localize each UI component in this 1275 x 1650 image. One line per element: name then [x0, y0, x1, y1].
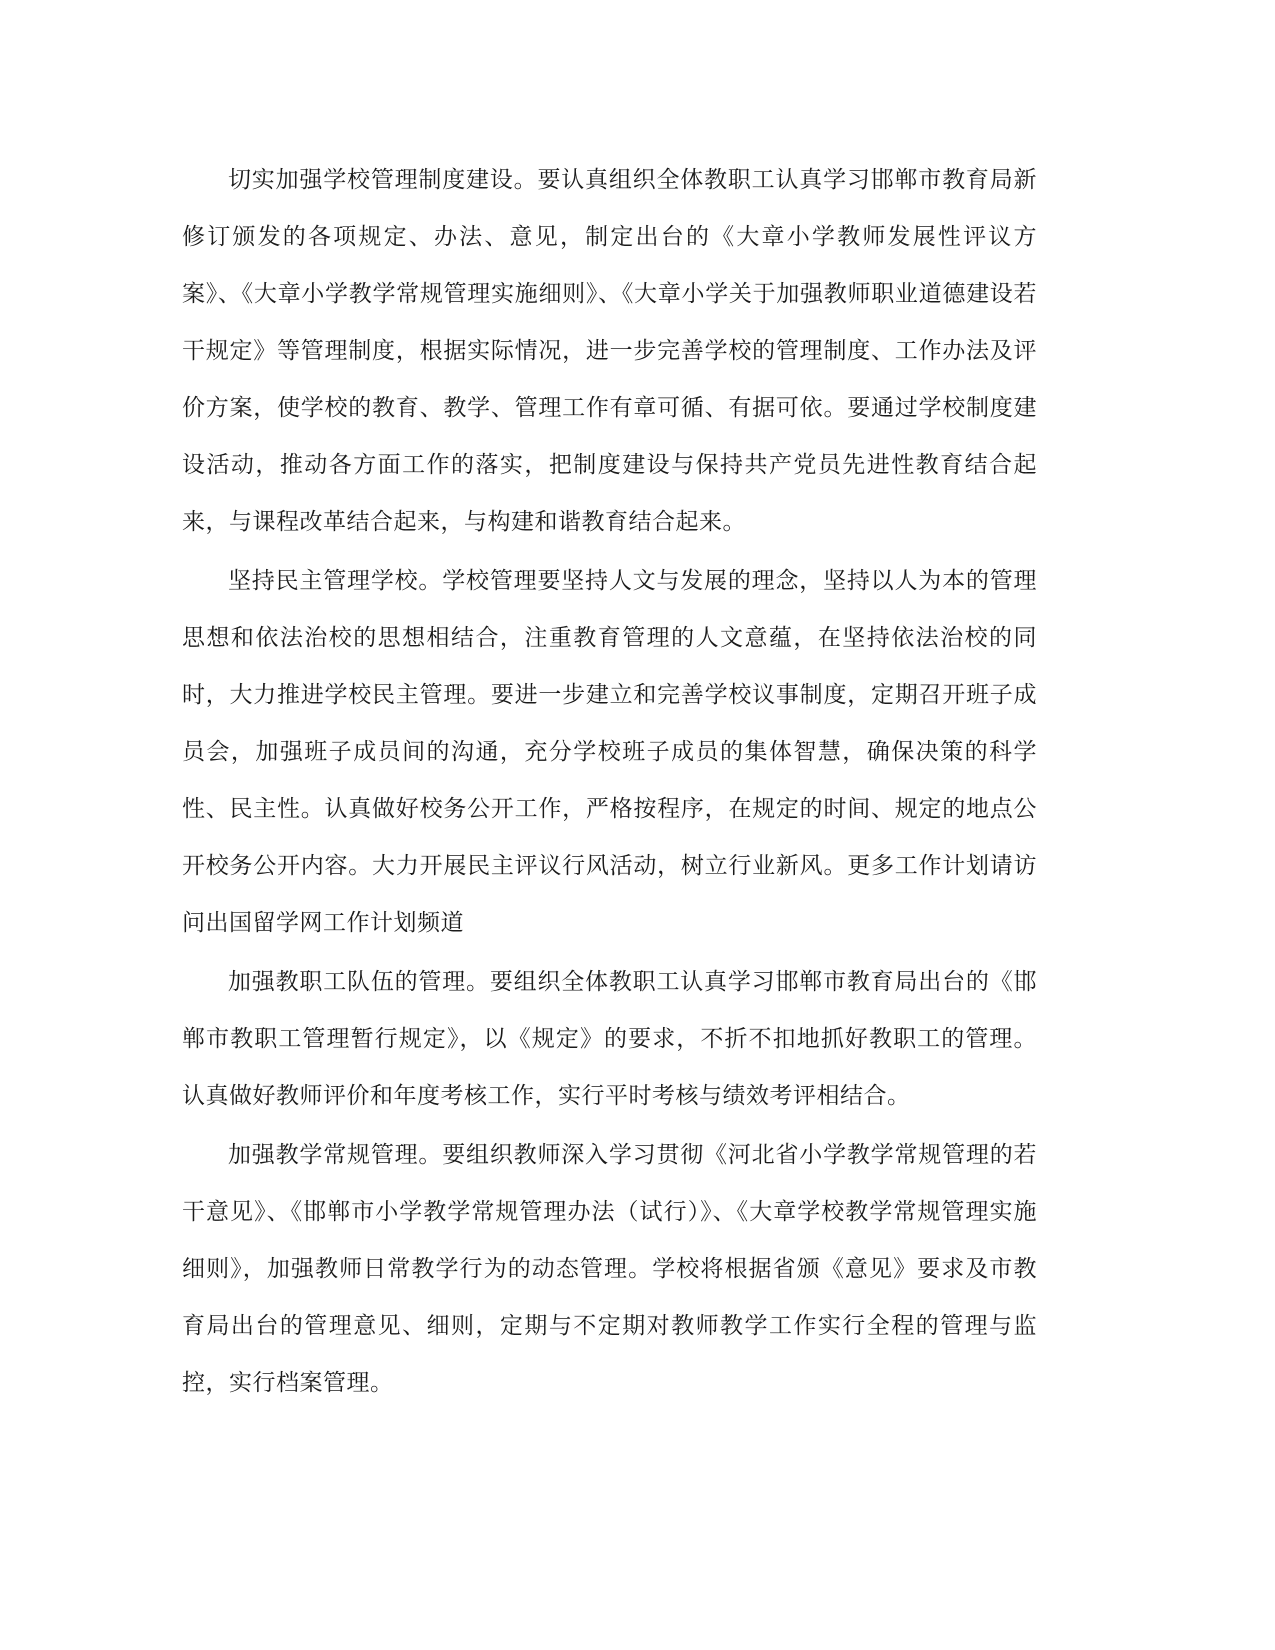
document-body: [182, 152, 1037, 1414]
paragraph-staff-management: 加强教职工队伍的管理。要组织全体教职工认真学习邯郸市教育局出台的《邯郸市教职工管理暂行规定》，以《规定》的要求，不折不扣地抓好教职工的管理。认真做好教师评价和年度考核工作，实行平时考核与绩效考评相结合。: [182, 969, 1037, 1109]
paragraph-democratic-management: 坚持民主管理学校。学校管理要坚持人文与发展的理念，坚持以人为本的管理思想和依法治校的思想相结合，注重教育管理的人文意蕴，在坚持依法治校的同时，大力推进学校民主管理。要进一步建立和完善学校议事制度，定期召开班子成员会，加强班子成员间的沟通，充分学校班子成员的集体智慧，确保决策的科学性、民主性。认真做好校务公开工作，严格按程序，在规定的时间、规定的地点公开校务公开内容。大力开展民主评议行风活动，树立行业新风。更多工作计划请访问出国留学网工作计划频道: [182, 568, 1037, 936]
paragraph-management-system: 切实加强学校管理制度建设。要认真组织全体教职工认真学习邯郸市教育局新修订颁发的各项规定、办法、意见，制定出台的《大章小学教师发展性评议方案》、《大章小学教学常规管理实施细则》、《大章小学关于加强教师职业道德建设若干规定》等管理制度，根据实际情况，进一步完善学校的管理制度、工作办法及评价方案，使学校的教育、教学、管理工作有章可循、有据可依。要通过学校制度建设活动，推动各方面工作的落实，把制度建设与保持共产党员先进性教育结合起来，与课程改革结合起来，与构建和谐教育结合起来。: [182, 167, 1037, 535]
paragraph-teaching-routine: 加强教学常规管理。要组织教师深入学习贯彻《河北省小学教学常规管理的若干意见》、《邯郸市小学教学常规管理办法（试行）》、《大章学校教学常规管理实施细则》，加强教师日常教学行为的动态管理。学校将根据省颁《意见》要求及市教育局出台的管理意见、细则，定期与不定期对教师教学工作实行全程的管理与监控，实行档案管理。: [182, 1142, 1037, 1396]
